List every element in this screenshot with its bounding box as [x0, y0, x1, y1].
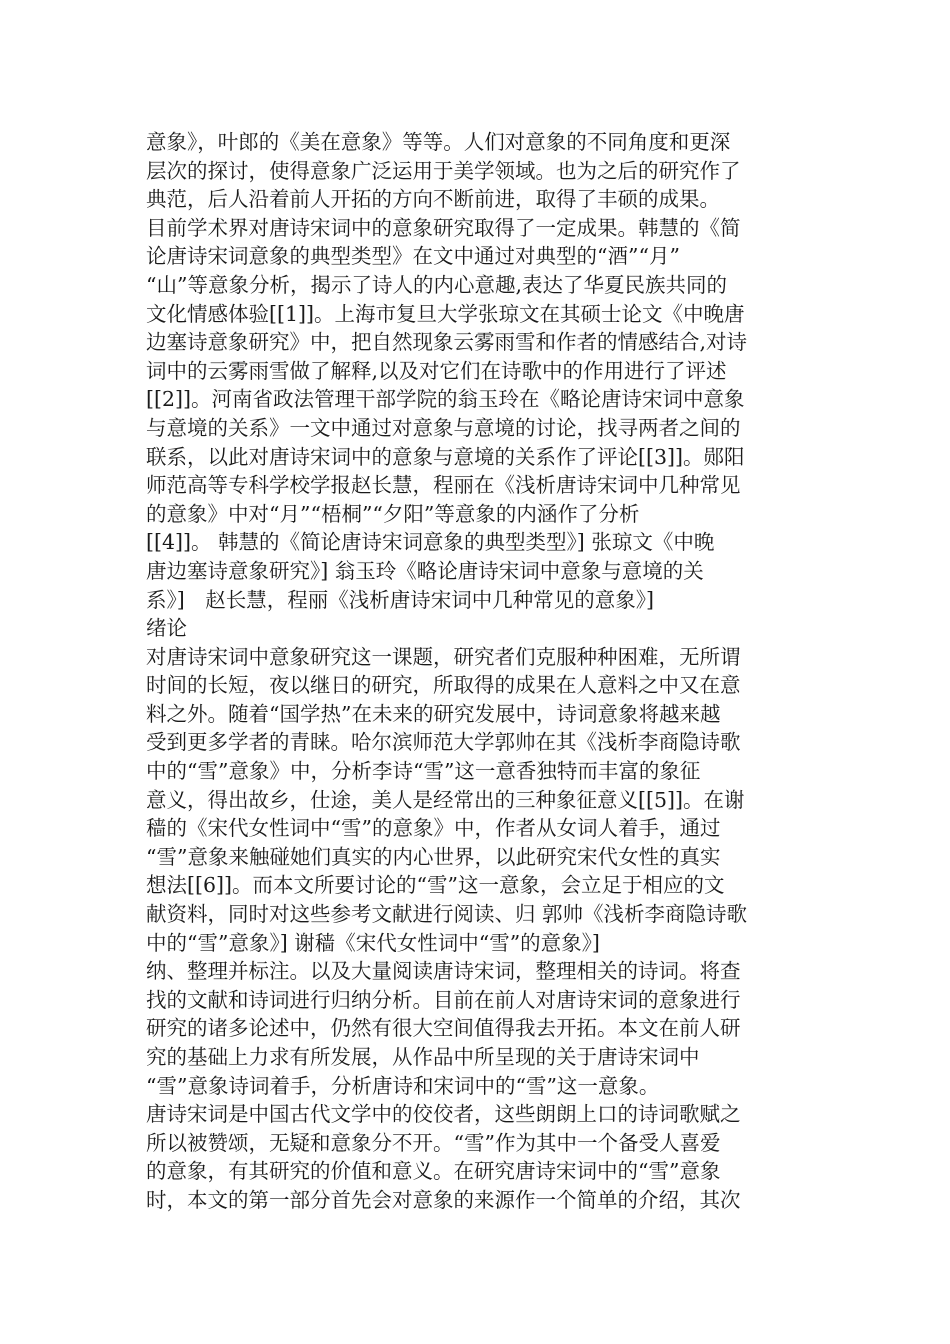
text-line: [[4]]。 韩慧的《简论唐诗宋词意象的典型类型》] 张琼文《中晚 — [146, 530, 715, 555]
text-line: 的意象》中对“月”“梧桐”“夕阳”等意象的内涵作了分析 — [146, 501, 640, 526]
text-line: 与意境的关系》一文中通过对意象与意境的讨论，找寻两者之间的 — [146, 415, 741, 440]
text-line: 层次的探讨，使得意象广泛运用于美学领域。也为之后的研究作了 — [146, 158, 741, 183]
text-line: 师范高等专科学校学报赵长慧，程丽在《浅析唐诗宋词中几种常见 — [146, 473, 741, 498]
text-line: 意义，得出故乡，仕途，美人是经常出的三种象征意义[[5]]。在谢 — [146, 787, 745, 812]
text-line: 系》] 赵长慧，程丽《浅析唐诗宋词中几种常见的意象》] — [146, 587, 654, 612]
text-line: 目前学术界对唐诗宋词中的意象研究取得了一定成果。韩慧的《简 — [146, 215, 741, 240]
section-heading: 绪论 — [146, 616, 187, 641]
text-line: 料之外。随着“国学热”在未来的研究发展中，诗词意象将越来越 — [146, 701, 721, 726]
text-line: 找的文献和诗词进行归纳分析。目前在前人对唐诗宋词的意象进行 — [146, 987, 741, 1012]
text-line: 纳、整理并标注。以及大量阅读唐诗宋词，整理相关的诗词。将查 — [146, 959, 741, 984]
text-line: 穑的《宋代女性词中“雪”的意象》中，作者从女词人着手，通过 — [146, 816, 721, 841]
text-line: 唐边塞诗意象研究》] 翁玉玲《略论唐诗宋词中意象与意境的关 — [146, 558, 704, 583]
text-line: 时，本文的第一部分首先会对意象的来源作一个简单的介绍，其次 — [146, 1187, 741, 1212]
text-line: 研究的诸多论述中，仍然有很大空间值得我去开拓。本文在前人研 — [146, 1016, 741, 1041]
text-line: “山”等意象分析，揭示了诗人的内心意趣,表达了华夏民族共同的 — [146, 272, 727, 297]
text-line: “雪”意象来触碰她们真实的内心世界，以此研究宋代女性的真实 — [146, 844, 721, 869]
text-line: 想法[[6]]。而本文所要讨论的“雪”这一意象，会立足于相应的文 — [146, 873, 725, 898]
text-line: “雪”意象诗词着手，分析唐诗和宋词中的“雪”这一意象。 — [146, 1073, 660, 1098]
text-line: 究的基础上力求有所发展，从作品中所呈现的关于唐诗宋词中 — [146, 1045, 700, 1069]
text-line: 中的“雪”意象》中，分析李诗“雪”这一意香独特而丰富的象征 — [146, 759, 701, 784]
text-line: 献资料，同时对这些参考文献进行阅读、归 郭帅《浅析李商隐诗歌 — [146, 902, 748, 927]
text-line: 的意象，有其研究的价值和意义。在研究唐诗宋词中的“雪”意象 — [146, 1159, 721, 1184]
text-line: 词中的云雾雨雪做了解释,以及对它们在诗歌中的作用进行了评述 — [146, 358, 727, 383]
text-line: 受到更多学者的青睐。哈尔滨师范大学郭帅在其《浅析李商隐诗歌 — [146, 730, 741, 755]
document-body — [146, 128, 806, 1215]
text-line: 边塞诗意象研究》中，把自然现象云雾雨雪和作者的情感结合,对诗 — [146, 330, 748, 355]
text-line: [[2]]。河南省政法管理干部学院的翁玉玲在《略论唐诗宋词中意象 — [146, 387, 745, 412]
text-line: 唐诗宋词是中国古代文学中的佼佼者，这些朗朗上口的诗词歌赋之 — [146, 1102, 741, 1127]
text-line: 时间的长短，夜以继日的研究，所取得的成果在人意料之中又在意 — [146, 673, 741, 698]
text-line: 对唐诗宋词中意象研究这一课题，研究者们克服种种困难，无所谓 — [146, 644, 741, 669]
text-line: 所以被赞颂，无疑和意象分不开。“雪”作为其中一个备受人喜爱 — [146, 1130, 721, 1155]
text-line: 论唐诗宋词意象的典型类型》在文中通过对典型的“酒”“月” — [146, 244, 680, 269]
text-line: 联系，以此对唐诗宋词中的意象与意境的关系作了评论[[3]]。郧阳 — [146, 444, 745, 469]
text-line: 意象》，叶郎的《美在意象》等等。人们对意象的不同角度和更深 — [146, 130, 731, 154]
text-line: 文化情感体验[[1]]。上海市复旦大学张琼文在其硕士论文《中晚唐 — [146, 301, 745, 326]
text-line: 典范，后人沿着前人开拓的方向不断前进，取得了丰硕的成果。 — [146, 187, 720, 212]
text-line: 中的“雪”意象》] 谢穑《宋代女性词中“雪”的意象》] — [146, 930, 600, 955]
